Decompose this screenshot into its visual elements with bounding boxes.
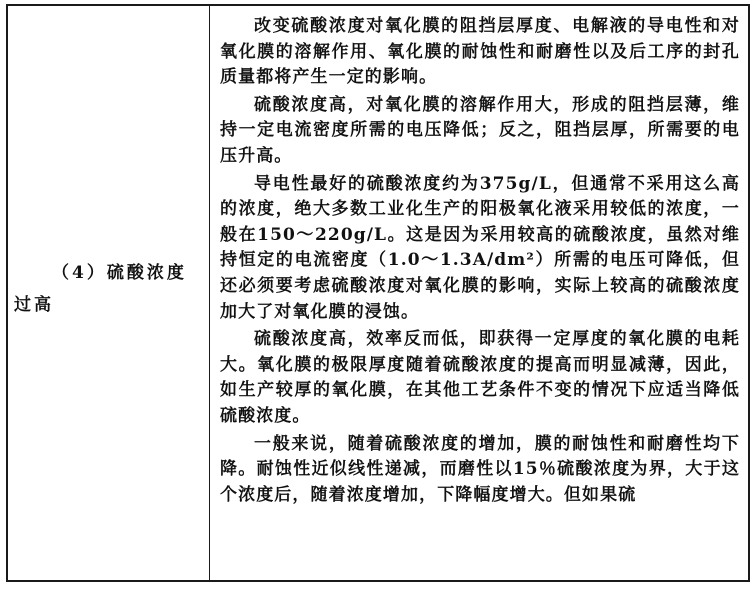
table-label-cell	[8, 6, 210, 580]
row-label: （4）硫酸浓度过高	[14, 263, 187, 315]
paragraph-1: 改变硫酸浓度对氧化膜的阻挡层厚度、电解液的导电性和对氧化膜的溶解作用、氧化膜的耐蚀性和耐磨性以及后工序的封孔质量都将产生一定的影响。	[220, 16, 740, 88]
table-content-cell	[210, 6, 748, 580]
paragraph-3: 导电性最好的硫酸浓度约为375g/L，但通常不采用这么高的浓度，绝大多数工业化生产的阳极氧化液采用较低的浓度，一般在150～220g/L。这是因为采用较高的硫酸浓度，虽然对维持恒定的电流密度（1.0～1.3A/dm²）所需的电压可降低，但还必须要考虑硫酸浓度对氧化膜的影响，实际上较高的硫酸浓度加大了对氧化膜的浸蚀。	[220, 173, 740, 322]
content-table	[6, 4, 750, 582]
paragraph-5: 一般来说，随着硫酸浓度的增加，膜的耐蚀性和耐磨性均下降。耐蚀性近似线性递减，而磨性以15％硫酸浓度为界，大于这个浓度后，随着浓度增加，下降幅度增大。但如果硫	[220, 433, 740, 505]
paragraph-2: 硫酸浓度高，对氧化膜的溶解作用大，形成的阻挡层薄，维持一定电流密度所需的电压降低；反之，阻挡层厚，所需要的电压升高。	[220, 94, 740, 166]
paragraph-4: 硫酸浓度高，效率反而低，即获得一定厚度的氧化膜的电耗大。氧化膜的极限厚度随着硫酸浓度的提高而明显减薄，因此，如生产较厚的氧化膜，在其他工艺条件不变的情况下应适当降低硫酸浓度。	[220, 329, 740, 426]
